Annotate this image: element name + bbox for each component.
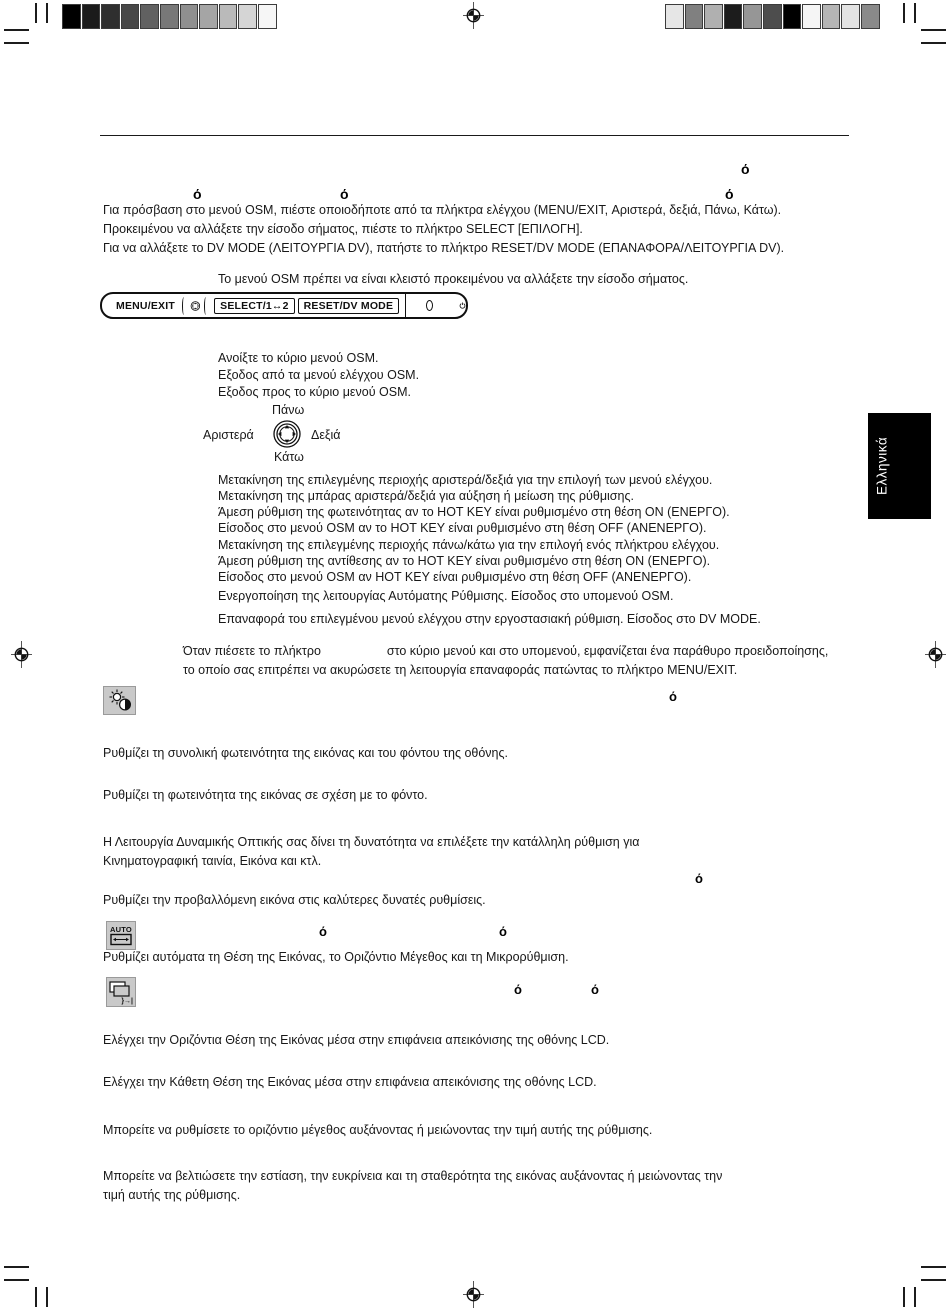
select-action-line: Ενεργοποίηση της λειτουργίας Αυτόματης Ρύθμισης. Είσοδος στο υπομενού OSM. xyxy=(218,589,674,603)
separator xyxy=(182,297,186,315)
v-position-description: Ελέγχει την Κάθετη Θέση της Εικόνας μέσα στην επιφάνεια απεικόνισης της οθόνης LCD. xyxy=(103,1075,597,1089)
intro-line: Για πρόσβαση στο μενού OSM, πιέστε οποιοδήποτε από τα πλήκτρα ελέγχου (MENU/EXIT, Αριστερά, δεξιά, Πάνω, Κάτω). xyxy=(103,203,782,217)
auto-icon-label: AUTO xyxy=(110,924,132,934)
crop-mark xyxy=(35,1287,37,1307)
action-line: Ανοίξτε το κύριο μενού OSM. xyxy=(218,351,379,365)
crop-mark xyxy=(35,3,37,23)
warning-text-line2: το οποίο σας επιτρέπει να ακυρώσετε τη λειτουργία επαναφοράς πατώντας το πλήκτρο MENU/EXIT. xyxy=(183,663,738,677)
heading-remnant-glyph: ό xyxy=(591,982,599,997)
action-line: Μετακίνηση της επιλεγμένης περιοχής πάνω/κάτω για την επιλογή ενός πλήκτρου ελέγχου. xyxy=(218,538,720,552)
position-icon-glyph: }→| xyxy=(121,997,133,1005)
calibration-swatch xyxy=(121,4,140,29)
calibration-swatch xyxy=(101,4,120,29)
calibration-swatch xyxy=(822,4,841,29)
calibration-swatch xyxy=(180,4,199,29)
reset-warning-note xyxy=(183,642,828,680)
auto-adjust-icon xyxy=(106,921,136,950)
warning-text-after: στο κύριο μενού και στο υπομενού, εμφανίζεται ένα παράθυρο προειδοποίησης, xyxy=(386,644,829,658)
calibration-swatch xyxy=(685,4,704,29)
pad-up-label: Πάνω xyxy=(272,403,305,417)
heading-remnant-glyph: ό xyxy=(193,186,202,202)
select-button[interactable]: SELECT/1↔2 xyxy=(214,298,295,314)
crop-mark xyxy=(4,1266,29,1268)
calibration-swatch xyxy=(704,4,723,29)
separator xyxy=(405,294,406,317)
section-divider xyxy=(100,135,849,136)
crop-mark xyxy=(914,3,916,23)
calibration-swatch xyxy=(665,4,684,29)
calibration-swatch xyxy=(62,4,81,29)
fine-line: Μπορείτε να βελτιώσετε την εστίαση, την ευκρίνεια και τη σταθερότητα της εικόνας αυξάνοντας ή μειώνοντας την xyxy=(103,1169,723,1183)
heading-remnant-glyph: ό xyxy=(514,982,522,997)
up-down-actions xyxy=(218,537,719,585)
pad-right-label: Δεξιά xyxy=(311,428,341,442)
crop-mark xyxy=(903,3,905,23)
crop-mark xyxy=(921,29,946,31)
contrast-description: Ρυθμίζει τη φωτεινότητα της εικόνας σε σχέση με το φόντο. xyxy=(103,788,428,802)
action-line: Άμεση ρύθμιση της φωτεινότητας αν το HOT KEY είναι ρυθμισμένο στη θέση ON (ΕΝΕΡΓΟ). xyxy=(218,505,730,519)
action-line: Μετακίνηση της επιλεγμένης περιοχής αριστερά/δεξιά για την επιλογή των μενού ελέγχου. xyxy=(218,473,713,487)
action-line: Είσοδος στο μενού OSM αν HOT KEY είναι ρυθμισμένο στη θέση OFF (ΑΝΕΝΕΡΓΟ). xyxy=(218,570,692,584)
dv-best-description: Ρυθμίζει την προβαλλόμενη εικόνα στις καλύτερες δυνατές ρυθμίσεις. xyxy=(103,893,486,907)
calibration-swatch xyxy=(258,4,277,29)
menu-exit-actions xyxy=(218,350,419,400)
heading-remnant-glyph: ό xyxy=(695,871,703,886)
brightness-description: Ρυθμίζει τη συνολική φωτεινότητα της εικόνας και του φόντου της οθόνης. xyxy=(103,746,508,760)
dv-mode-line: Η Λειτουργία Δυναμικής Οπτικής σας δίνει τη δυνατότητα να επιλέξετε την κατάλληλη ρύθμιση για xyxy=(103,835,640,849)
action-line: Εξοδος προς το κύριο μενού OSM. xyxy=(218,384,411,399)
language-tab xyxy=(868,413,931,519)
registration-mark-icon xyxy=(922,641,949,668)
standby-led-icon xyxy=(426,300,433,311)
h-size-description: Μπορείτε να ρυθμίσετε το οριζόντιο μέγεθος αυξάνοντας ή μειώνοντας την τιμή αυτής της ρύθμισης. xyxy=(103,1123,653,1137)
calibration-swatch xyxy=(219,4,238,29)
pad-down-label: Κάτω xyxy=(274,450,304,464)
crop-mark xyxy=(921,42,946,44)
four-way-pad-icon[interactable] xyxy=(190,296,201,316)
crop-mark xyxy=(46,1287,48,1307)
action-line: Εξοδος από τα μενού ελέγχου OSM. xyxy=(218,367,420,382)
registration-mark-icon xyxy=(460,1281,487,1308)
heading-remnant-glyph: ό xyxy=(499,924,507,939)
calibration-swatch xyxy=(724,4,743,29)
calibration-swatch xyxy=(199,4,218,29)
calibration-swatch xyxy=(763,4,782,29)
action-line: Μετακίνηση της μπάρας αριστερά/δεξιά για αύξηση ή μείωση της ρύθμισης. xyxy=(218,489,634,503)
grayscale-calibration-strip-right xyxy=(665,4,880,29)
reset-dv-mode-button[interactable]: RESET/DV MODE xyxy=(298,298,400,314)
dv-mode-paragraph xyxy=(103,833,639,871)
calibration-swatch xyxy=(861,4,880,29)
reset-action-line: Επαναφορά του επιλεγμένου μενού ελέγχου στην εργοστασιακή ρύθμιση. Είσοδος στο DV MODE. xyxy=(218,612,761,626)
grayscale-calibration-strip-left xyxy=(62,4,277,29)
warning-text-before: Όταν πιέσετε το πλήκτρο xyxy=(183,644,321,658)
crop-mark xyxy=(914,1287,916,1307)
calibration-swatch xyxy=(783,4,802,29)
image-position-icon xyxy=(106,977,136,1007)
registration-mark-icon xyxy=(460,2,487,29)
action-line: Είσοδος στο μενού OSM αν το HOT KEY είναι ρυθμισμένο στη θέση OFF (ΑΝΕΝΕΡΓΟ). xyxy=(218,521,707,535)
calibration-swatch xyxy=(160,4,179,29)
heading-remnant-glyph: ό xyxy=(741,161,750,177)
heading-remnant-glyph: ό xyxy=(725,186,734,202)
heading-remnant-glyph: ό xyxy=(669,689,677,704)
calibration-swatch xyxy=(82,4,101,29)
menu-exit-button[interactable]: MENU/EXIT xyxy=(116,299,175,312)
calibration-swatch xyxy=(743,4,762,29)
separator xyxy=(204,297,208,315)
calibration-swatch xyxy=(802,4,821,29)
crop-mark xyxy=(46,3,48,23)
monitor-control-strip xyxy=(100,292,468,319)
fine-description xyxy=(103,1167,722,1205)
crop-mark xyxy=(921,1266,946,1268)
dv-mode-line: Κινηματογραφική ταινία, Εικόνα και κτλ. xyxy=(103,854,322,868)
calibration-swatch xyxy=(238,4,257,29)
power-icon[interactable] xyxy=(459,299,466,312)
crop-mark xyxy=(903,1287,905,1307)
crop-mark xyxy=(4,1279,29,1281)
calibration-swatch xyxy=(841,4,860,29)
calibration-swatch xyxy=(140,4,159,29)
fine-line: τιμή αυτής της ρύθμισης. xyxy=(103,1188,241,1202)
intro-paragraph xyxy=(103,201,784,258)
action-line: Άμεση ρύθμιση της αντίθεσης αν το HOT KEY είναι ρυθμισμένο στη θέση ON (ΕΝΕΡΓΟ). xyxy=(218,554,711,568)
crop-mark xyxy=(4,29,29,31)
crop-mark xyxy=(4,42,29,44)
crop-mark xyxy=(921,1279,946,1281)
heading-remnant-glyph: ό xyxy=(319,924,327,939)
heading-remnant-glyph: ό xyxy=(340,186,349,202)
auto-description: Ρυθμίζει αυτόματα τη Θέση της Εικόνας, το Οριζόντιο Μέγεθος και τη Μικρορύθμιση. xyxy=(103,950,569,964)
four-way-pad-diagram-icon xyxy=(272,419,302,449)
left-right-actions xyxy=(218,472,730,536)
intro-line: Προκειμένου να αλλάξετε την είσοδο σήματος, πιέστε το πλήκτρο SELECT [ΕΠΙΛΟΓΗ]. xyxy=(103,222,583,236)
intro-line: Για να αλλάξετε το DV MODE (ΛΕΙΤΟΥΡΓΙΑ DV), πατήστε το πλήκτρο RESET/DV MODE (ΕΠΑΝΑΦΟΡΑ/ΛΕΙΤΟΥΡΓΙΑ DV). xyxy=(103,241,785,255)
brightness-contrast-icon xyxy=(103,686,136,715)
pad-left-label: Αριστερά xyxy=(203,428,254,442)
registration-mark-icon xyxy=(8,641,35,668)
osm-note: Το μενού OSM πρέπει να είναι κλειστό προκειμένου να αλλάξετε την είσοδο σήματος. xyxy=(218,272,689,286)
language-tab-label: Ελληνικά xyxy=(874,436,890,496)
h-position-description: Ελέγχει την Οριζόντια Θέση της Εικόνας μέσα στην επιφάνεια απεικόνισης της οθόνης LCD. xyxy=(103,1033,610,1047)
